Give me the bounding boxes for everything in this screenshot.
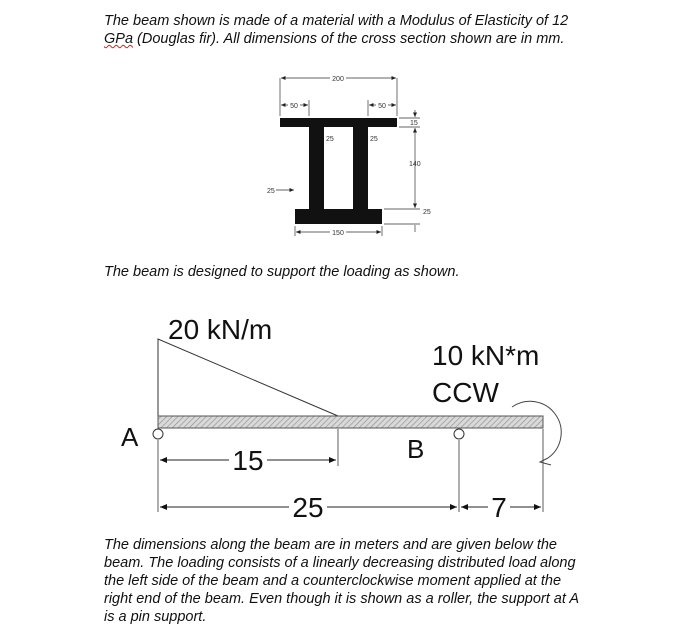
support-b-label: B bbox=[407, 434, 425, 464]
bottom-flange bbox=[295, 209, 382, 224]
web-left bbox=[309, 127, 324, 209]
support-a-label: A bbox=[121, 422, 139, 452]
moment-arrowhead bbox=[540, 458, 551, 465]
support-b-roller bbox=[454, 429, 464, 439]
moment-label: 10 kN*m bbox=[432, 340, 540, 371]
dim-top-width: 200 bbox=[332, 76, 344, 83]
dim-web-height: 140 bbox=[409, 161, 421, 168]
support-a-roller bbox=[153, 429, 163, 439]
outro-line-1: The dimensions along the beam are in meters and are given below the bbox=[104, 537, 557, 553]
outro-line-5: is a pin support. bbox=[104, 609, 207, 625]
load-label: 20 kN/m bbox=[168, 314, 273, 345]
gpa-underlined-word: GPa bbox=[104, 31, 134, 47]
outro-line-4: right end of the beam. Even though it is shown as a roller, the support at A bbox=[104, 591, 580, 607]
dim-overhang: 7 bbox=[491, 492, 507, 523]
dim-web-left: 25 bbox=[326, 136, 334, 143]
mid-paragraph: The beam is designed to support the loading as shown. bbox=[104, 264, 460, 280]
dim-top-thickness: 15 bbox=[410, 120, 418, 127]
web-right bbox=[353, 127, 368, 209]
intro-line-1: The beam shown is made of a material with a Modulus of Elasticity of 12 bbox=[104, 13, 569, 29]
cross-section bbox=[267, 74, 431, 237]
intro-line-2: (Douglas fir). All dimensions of the cross section shown are in mm. bbox=[133, 31, 565, 47]
dim-bottom-thickness: 25 bbox=[423, 209, 431, 216]
moment-arc bbox=[512, 401, 561, 458]
dim-flange-left: 50 bbox=[290, 103, 298, 110]
outro-paragraph bbox=[104, 536, 604, 626]
moment-direction-label: CCW bbox=[432, 377, 499, 408]
top-flange bbox=[280, 118, 397, 127]
beam-diagram bbox=[121, 314, 561, 523]
dim-load-length: 15 bbox=[232, 445, 264, 476]
dim-web-right: 25 bbox=[370, 136, 378, 143]
distributed-load-triangle bbox=[158, 339, 338, 416]
outro-line-3: the left side of the beam and a counterclockwise moment applied at the bbox=[104, 573, 562, 589]
dim-bottom-width: 150 bbox=[332, 230, 344, 237]
dim-bottom-offset: 25 bbox=[267, 188, 275, 195]
dim-span-ab: 25 bbox=[292, 492, 324, 523]
beam bbox=[158, 416, 543, 428]
outro-line-2: beam. The loading consists of a linearly decreasing distributed load along bbox=[104, 555, 576, 571]
dim-flange-right: 50 bbox=[378, 103, 386, 110]
